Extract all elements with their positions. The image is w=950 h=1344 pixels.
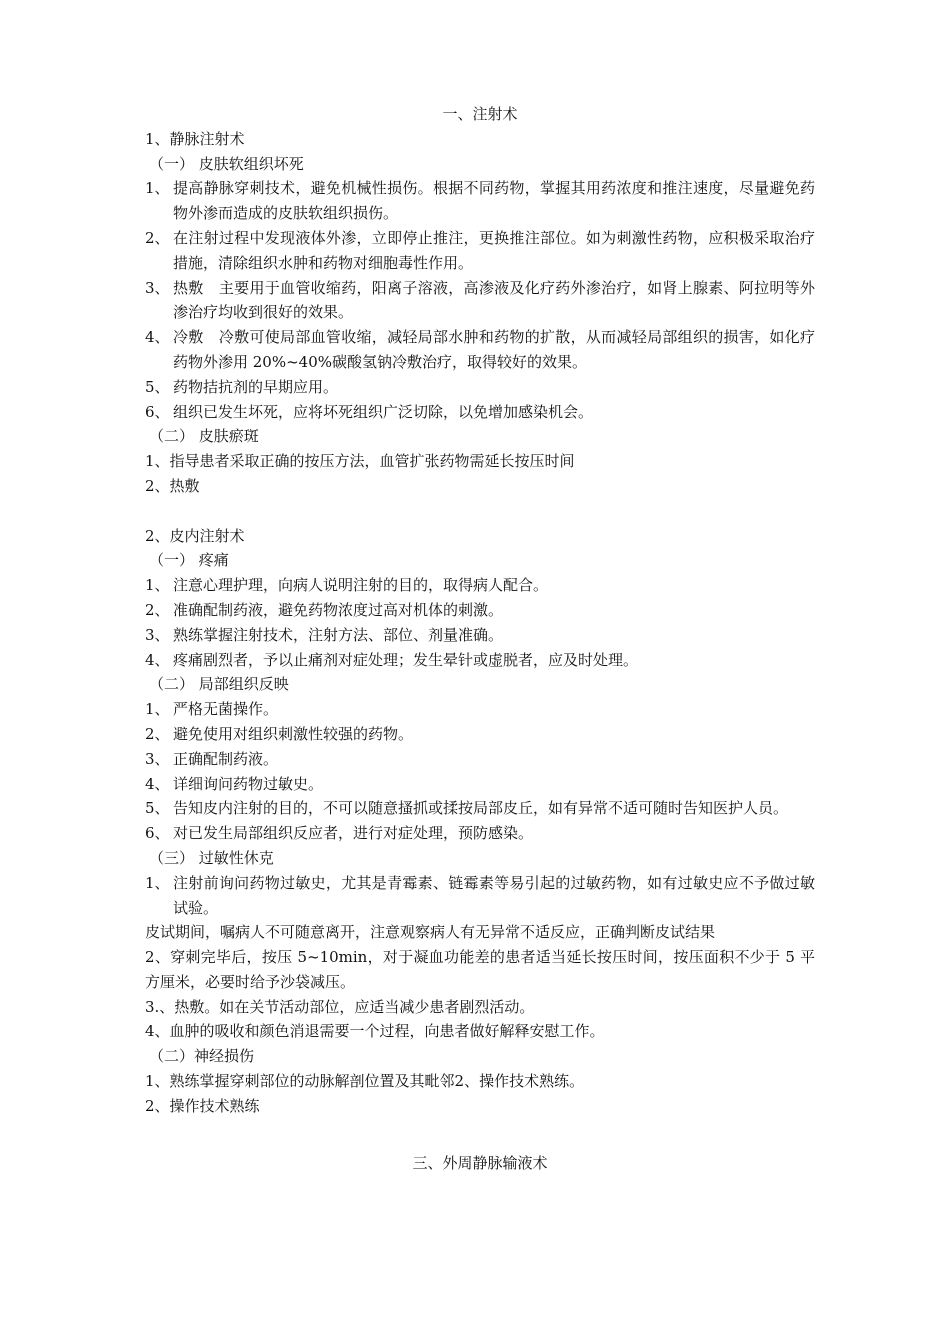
list-item: 1、 提高静脉穿刺技术，避免机械性损伤。根据不同药物，掌握其用药浓度和推注速度，尽量避免药物外渗而造成的皮肤软组织损伤。 — [145, 179, 815, 223]
text-paragraph: 4、血肿的吸收和颜色消退需要一个过程，向患者做好解释安慰工作。 — [145, 1022, 605, 1041]
group-heading-skin-necrosis: （一） 皮肤软组织坏死 — [149, 154, 304, 173]
list-item: 2、 在注射过程中发现液体外渗，立即停止推注，更换推注部位。如为刺激性药物，应积极采取治疗措施，清除组织水肿和药物对细胞毒性作用。 — [145, 228, 815, 272]
list-item: 2、 避免使用对组织刺激性较强的药物。 — [145, 724, 414, 743]
list-item: 4、 详细询问药物过敏史。 — [145, 774, 324, 793]
subsection-heading-iv-injection: 1、静脉注射术 — [145, 129, 245, 148]
section-title-injection: 一、注射术 — [442, 105, 518, 123]
subsection-heading-intradermal: 2、皮内注射术 — [145, 526, 245, 545]
document-content — [145, 102, 815, 1175]
text-line: 2、热敷 — [145, 476, 200, 495]
list-item: 4、 疼痛剧烈者，予以止痛剂对症处理；发生晕针或虚脱者，应及时处理。 — [145, 650, 639, 669]
text-line: 1、熟练掌握穿刺部位的动脉解剖位置及其毗邻2、操作技术熟练。 — [145, 1072, 585, 1091]
list-item: 6、 对已发生局部组织反应者，进行对症处理，预防感染。 — [145, 824, 534, 843]
spacer — [145, 499, 815, 524]
text-paragraph: 皮试期间，嘱病人不可随意离开，注意观察病人有无异常不适反应，正确判断皮试结果 — [145, 923, 716, 942]
list-item: 1、 注意心理护理，向病人说明注射的目的，取得病人配合。 — [145, 576, 549, 595]
group-heading-anaphylactic-shock: （三） 过敏性休克 — [149, 848, 274, 867]
list-item: 3、 熟练掌握注射技术，注射方法、部位、剂量准确。 — [145, 625, 504, 644]
text-paragraph: 2、穿刺完毕后，按压 5~10min，对于凝血功能差的患者适当延长按压时间，按压面积不少于 5 平方厘米，必要时给予沙袋减压。 — [145, 948, 815, 991]
list-item: 4、 冷敷 冷敷可使局部血管收缩，减轻局部水肿和药物的扩散，从而减轻局部组织的损害，如化疗药物外渗用 20%~40%碳酸氢钠冷敷治疗，取得较好的效果。 — [145, 328, 815, 371]
text-line: 1、指导患者采取正确的按压方法，血管扩张药物需延长按压时间 — [145, 452, 575, 471]
list-item: 3、 正确配制药液。 — [145, 749, 279, 768]
list-item: 1、 注射前询问药物过敏史，尤其是青霉素、链霉素等易引起的过敏药物，如有过敏史应不予做过敏试验。 — [145, 873, 815, 917]
list-item: 3、 热敷 主要用于血管收缩药，阳离子溶液，高渗液及化疗药外渗治疗，如肾上腺素、阿拉明等外渗治疗均收到很好的效果。 — [145, 278, 815, 322]
list-skin-necrosis — [145, 176, 815, 424]
text-line: 2、操作技术熟练 — [145, 1096, 260, 1115]
group-heading-local-reaction: （二） 局部组织反映 — [149, 675, 289, 694]
list-local-reaction — [145, 697, 815, 846]
group-heading-nerve-injury: （二）神经损伤 — [149, 1047, 255, 1066]
list-item: 2、 准确配制药液，避免药物浓度过高对机体的刺激。 — [145, 600, 504, 619]
group-heading-pain: （一） 疼痛 — [149, 551, 229, 570]
text-paragraph: 3.、热敷。如在关节活动部位，应适当减少患者剧烈活动。 — [145, 997, 535, 1016]
section-title-peripheral-iv-infusion: 三、外周静脉输液术 — [412, 1153, 548, 1172]
list-item: 1、 严格无菌操作。 — [145, 700, 279, 719]
list-pain — [145, 573, 815, 672]
list-item: 5、 药物拮抗剂的早期应用。 — [145, 377, 339, 396]
list-item: 6、 组织已发生坏死，应将坏死组织广泛切除，以免增加感染机会。 — [145, 402, 594, 421]
list-item: 5、 告知皮内注射的目的，不可以随意搔抓或揉按局部皮丘，如有异常不适可随时告知医护人员。 — [145, 799, 789, 818]
group-heading-skin-bruise: （二） 皮肤瘀斑 — [149, 427, 259, 446]
spacer — [145, 1119, 815, 1151]
